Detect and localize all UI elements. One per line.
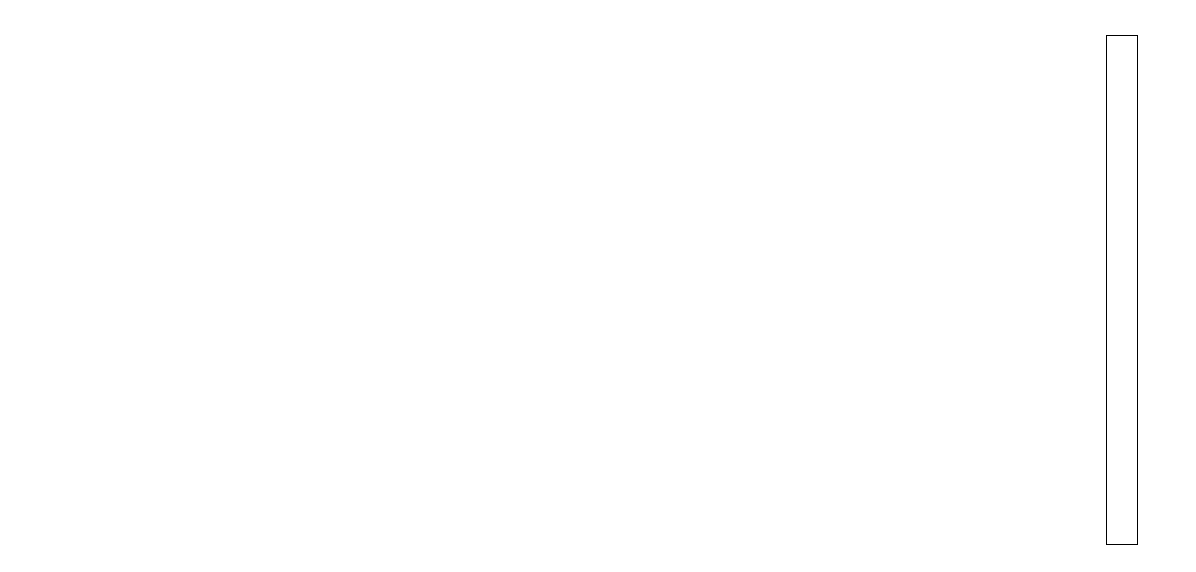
colorbar xyxy=(1106,35,1138,545)
